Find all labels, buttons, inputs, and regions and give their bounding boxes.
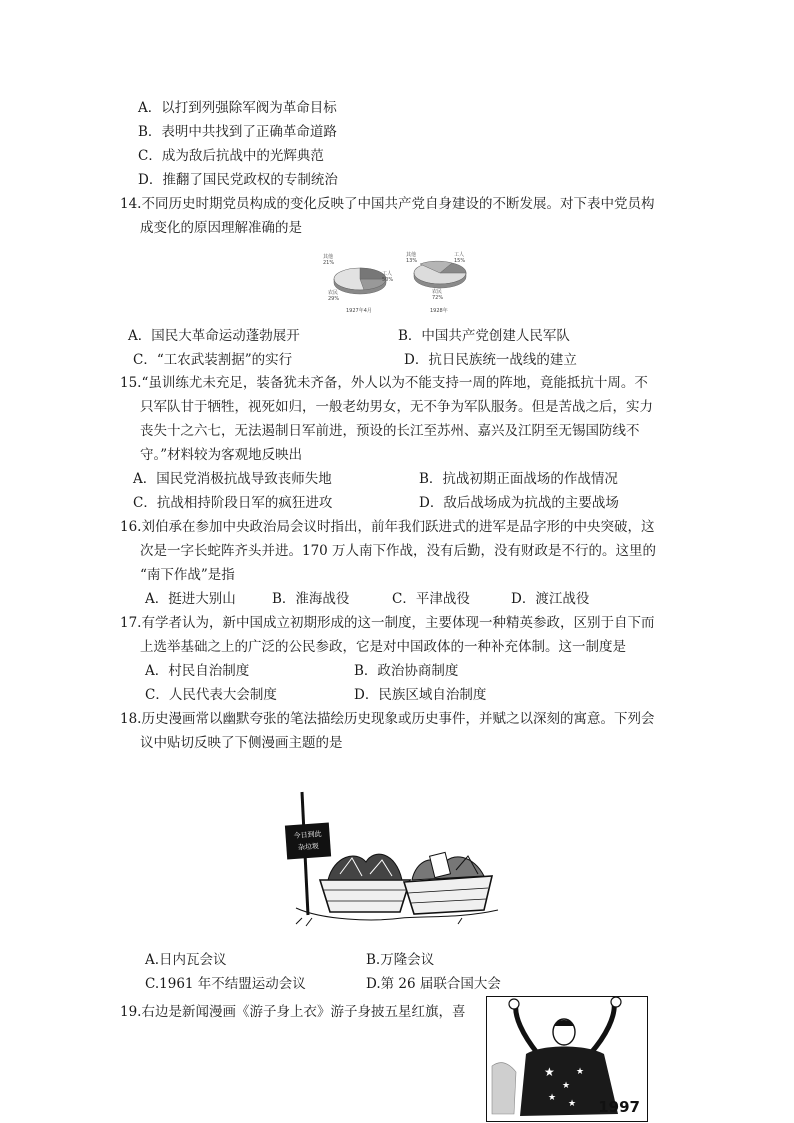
q16-stem-line3: “南下作战”是指 <box>140 567 235 583</box>
q14-option-c: C．“工农武装割据”的实行 <box>133 352 293 368</box>
q16-option-c: C．平津战役 <box>392 591 470 607</box>
q17-stem-line1: 17.有学者认为，新中国成立初期形成的这一制度，主要体现一种精英参政，区别于自下而 <box>120 615 655 631</box>
q17-option-d: D．民族区域自治制度 <box>354 687 487 703</box>
q17-option-b: B．政治协商制度 <box>354 663 459 679</box>
pie-1927-value-worker: 50% <box>382 277 394 283</box>
q16-stem-line1: 16.刘伯承在参加中央政治局会议时指出，前年我们跃进式的进军是品字形的中央突破，这 <box>120 519 655 535</box>
pie-1928-caption: 1928年 <box>430 308 448 314</box>
pie-1927-label-farmer: 农民 <box>328 290 339 296</box>
pie-1928-value-worker: 15% <box>454 258 466 264</box>
q19-stem-line1: 19.右边是新闻漫画《游子身上衣》游子身披五星红旗，喜 <box>120 1004 466 1020</box>
q14-stem-line1: 14.不同历史时期党员构成的变化反映了中国共产党自身建设的不断发展。对下表中党员构 <box>120 196 655 212</box>
pie-1927-caption: 1927年4月 <box>346 308 372 314</box>
q13-option-c: C．成为敌后抗战中的光辉典范 <box>138 148 324 164</box>
q14-option-b: B．中国共产党创建人民军队 <box>398 328 570 344</box>
q18-stem-line2: 议中贴切反映了下侧漫画主题的是 <box>140 735 343 751</box>
q17-stem-line2: 上选举基础之上的广泛的公民参政，它是对中国政体的一种补充体制。这一制度是 <box>140 639 626 655</box>
q17-option-a: A．村民自治制度 <box>145 663 250 679</box>
svg-text:★: ★ <box>562 1081 571 1091</box>
q15-stem-line3: 丧失十之六七，无法遏制日军前进，预设的长江至苏州、嘉兴及江阴至无锡国防线不 <box>140 423 640 439</box>
cartoon-sign-line2: 杂垃圾 <box>297 842 320 852</box>
q18-option-c: C.1961 年不结盟运动会议 <box>145 976 306 992</box>
cartoon-sign-line1: 今日到此 <box>293 830 322 840</box>
q13-option-b: B．表明中共找到了正确革命道路 <box>138 124 337 140</box>
q15-option-d: D．敌后战场成为抗战的主要战场 <box>419 495 619 511</box>
q14-option-a: A．国民大革命运动蓬勃展开 <box>128 328 300 344</box>
pie-1927 <box>334 268 386 294</box>
pie-1928-label-worker: 工人 <box>454 252 465 258</box>
pie-1928 <box>414 261 466 288</box>
q14-pie-chart-figure <box>320 247 480 317</box>
svg-text:★: ★ <box>544 1065 555 1079</box>
pie-1928-value-other: 13% <box>406 258 418 264</box>
q14-stem-line2: 成变化的原因理解准确的是 <box>140 220 302 236</box>
q18-stem-line1: 18.历史漫画常以幽默夸张的笔法描绘历史现象或历史事件，并赋之以深刻的寓意。下列会 <box>120 711 655 727</box>
pie-1928-label-other: 其他 <box>406 252 417 258</box>
q14-option-d: D．抗日民族统一战线的建立 <box>404 352 577 368</box>
q18-option-d: D.第 26 届联合国大会 <box>366 976 501 992</box>
q16-option-b: B．淮海战役 <box>272 591 350 607</box>
q15-option-c: C．抗战相持阶段日军的疯狂进攻 <box>133 495 333 511</box>
pie-1927-label-other: 其他 <box>323 254 334 260</box>
pie-1928-value-farmer: 72% <box>432 295 444 301</box>
q13-option-d: D．推翻了国民党政权的专制统治 <box>138 172 338 188</box>
q15-stem-line4: 守。”材料较为客观地反映出 <box>140 447 303 463</box>
q19-cartoon <box>486 996 648 1122</box>
q17-option-c: C．人民代表大会制度 <box>145 687 277 703</box>
q15-stem-line1: 15.“虽训练尤未充足，装备犹未齐备，外人以为不能支持一周的阵地，竟能抵抗十周。不 <box>120 375 648 391</box>
svg-text:★: ★ <box>576 1067 585 1077</box>
q18-option-a: A.日内瓦会议 <box>145 952 227 968</box>
svg-text:★: ★ <box>548 1093 557 1103</box>
pie-1927-value-farmer: 29% <box>328 296 340 302</box>
q15-stem-line2: 只军队甘于牺牲，视死如归，一般老幼男女，无不争为军队服务。但是苦战之后，实力 <box>140 399 653 415</box>
pie-1928-label-farmer: 农民 <box>432 289 443 295</box>
q13-option-a: A．以打到列强除军阀为革命目标 <box>138 100 337 116</box>
q15-option-a: A．国民党消极抗战导致丧师失地 <box>133 471 332 487</box>
q16-option-a: A．挺进大别山 <box>145 591 236 607</box>
q19-cartoon-year: 1997 <box>598 1098 640 1116</box>
q18-cartoon <box>282 790 512 930</box>
q16-option-d: D．渡江战役 <box>511 591 590 607</box>
q15-option-b: B．抗战初期正面战场的作战情况 <box>419 471 618 487</box>
pie-1927-label-worker: 工人 <box>382 271 393 277</box>
svg-text:★: ★ <box>568 1099 577 1109</box>
q16-stem-line2: 次是一字长蛇阵齐头并进。170 万人南下作战，没有后勤，没有财政是不行的。这里的 <box>140 543 657 559</box>
pie-1927-value-other: 21% <box>323 260 335 266</box>
q18-option-b: B.万隆会议 <box>366 952 435 968</box>
